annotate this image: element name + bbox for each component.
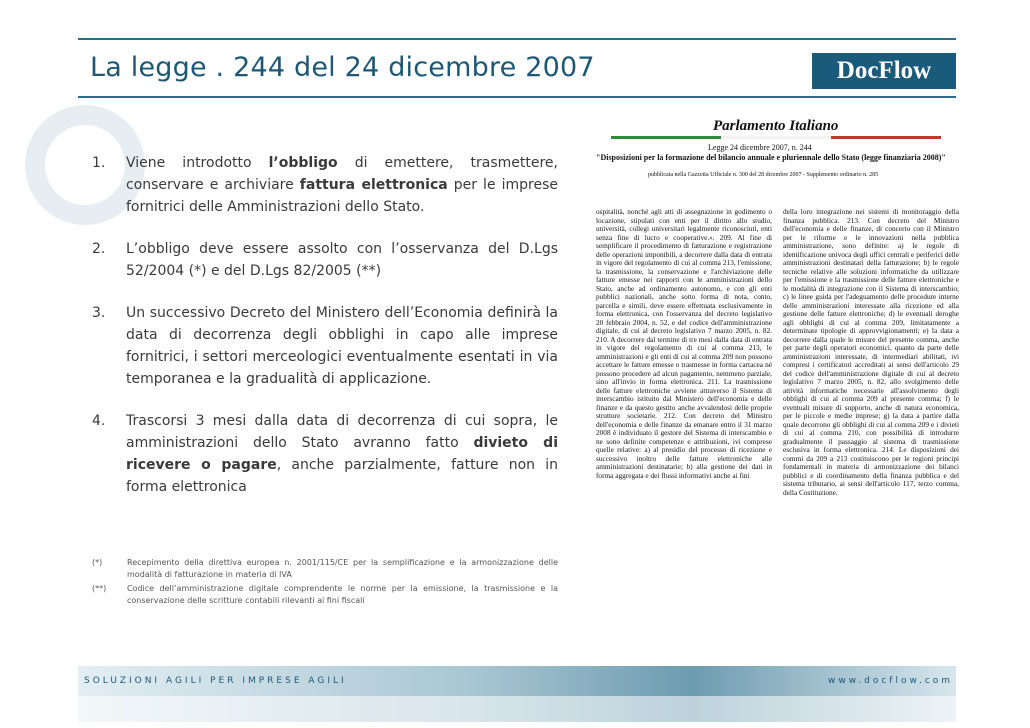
footnote-mark: (**)	[92, 584, 107, 593]
bullet-list	[92, 152, 558, 498]
item-text: Un successivo Decreto del Ministero dell’Economia definirà la data di decorrenza degli obblighi in capo alle imprese fornitrici, i settori merceologici eventualmente esentati in via temporanea e la gradualità di applicazione.	[126, 305, 558, 387]
document-column-left: ospitalità, nonché agli atti di assegnazione in godimento o locazione, stipulati con enti per il diritto allo studio, università, collegi universitari legalmente riconosciuti, enti senza fine di lucro e cooperative.». 209. Al fine di semplificare il procedimento di fatturazione e registrazione delle operazioni imponibili, a decorrere dalla data di entrata in vigore del regolamento di cui al comma 213, l'emissione, la trasmissione, la conservazione e l'archiviazione delle fatture emesse nei rapporti con le amministrazioni dello Stato, anche ad ordinamento autonomo, e con gli enti pubblici nazionali, anche sotto forma di nota, conto, parcella e simili, deve essere effettuata esclusivamente in forma elettronica, con l'osservanza del decreto legislativo 20 febbraio 2004, n. 52, e del codice dell'amministrazione digitale, di cui al decreto legislativo 7 marzo 2005, n. 82. 210. A decorrere dal termine di tre mesi dalla data di entrata in vigore del regolamento di cui al comma 213, le amministrazioni e gli enti di cui al comma 209 non possono accettare le fatture emesse o trasmesse in forma cartacea né possono procedere ad alcun pagamento, nemmeno parziale, sino all'invio in forma elettronica. 211. La trasmissione delle fatture elettroniche avviene attraverso il Sistema di interscambio istituito dal Ministero dell'economia e delle finanze e da questo gestito anche avvalendosi delle proprie strutture societarie. 212. Con decreto del Ministro dell'economia e delle finanze da emanare entro il 31 marzo 2008 è individuato il gestore del Sistema di interscambio e ne sono definite competenze e attribuzioni, ivi comprese quelle relative: a) al presidio del processo di ricezione e successivo inoltro delle fatture elettroniche alle amministrazioni destinatarie; b) alla gestione dei dati in forma aggregata e dei flussi informativi anche ai fini	[596, 208, 772, 480]
tricolor-bar	[611, 136, 941, 139]
list-item	[92, 238, 558, 282]
footnote-text: Recepimento della direttiva europea n. 2001/115/CE per la semplificazione e la armonizzazione delle modalità di fatturazione in materia di IVA	[127, 558, 558, 579]
footnote	[92, 557, 558, 581]
item-number: 1.	[92, 155, 106, 171]
footnote-mark: (*)	[92, 558, 103, 567]
item-text: Viene introdotto l’obbligo di emettere, trasmettere, conservare e archiviare fattura elettronica per le imprese fornitrici delle Amministrazioni dello Stato.	[126, 155, 558, 215]
footnote	[92, 583, 558, 607]
list-item	[92, 302, 558, 390]
slide-title: La legge . 244 del 24 dicembre 2007	[90, 52, 595, 83]
item-number: 4.	[92, 413, 106, 429]
publication-line: pubblicata nella Gazzetta Ufficiale n. 300 del 28 dicembre 2007 - Supplemento ordinario n. 285	[648, 172, 879, 178]
docflow-logo: DocFlow	[812, 53, 956, 89]
item-number: 2.	[92, 241, 106, 257]
title-rule	[78, 96, 956, 98]
law-line: Legge 24 dicembre 2007, n. 244	[708, 143, 812, 152]
document-column-right: della loro integrazione nei sistemi di monitoraggio della finanza pubblica. 213. Con decreto del Ministro dell'economia e delle finanze, di concerto con il Ministro per le riforme e le innovazioni nella pubblica amministrazione, sono definite: a) le regole di identificazione univoca degli uffici centrali e periferici delle amministrazioni destinatari della fatturazione; b) le regole tecniche relative alle soluzioni informatiche da utilizzare per l'emissione e la trasmissione delle fatture elettroniche e le modalità di integrazione con il Sistema di interscambio; c) le linee guida per l'adeguamento delle procedure interne delle amministrazioni interessate alla ricezione ed alla gestione delle fatture elettroniche; d) le eventuali deroghe agli obblighi di cui al comma 209, limitatamente a determinate tipologie di approvvigionamenti; e) la data a decorrere dalla quale le misure del presente comma, anche per parte degli operatori economici, quanto da parte delle amministrazioni interessate, di intermediari abilitati, ivi compresi i certificatori accreditati ai sensi dell'articolo 29 del codice dell'amministrazione digitale di cui al decreto legislativo 7 marzo 2005, n. 82, allo svolgimento delle attività informatiche necessarie all'assolvimento degli obblighi di cui al comma 209 al presente comma; f) le eventuali misure di supporto, anche di natura economica, per le piccole e medie imprese; g) la data a partire dalla quale decorrono gli obblighi di cui al comma 209 e i divieti di cui al comma 210, con possibilità di introdurre gradualmente il passaggio al sistema di trasmissione esclusiva in forma elettronica. 214. Le disposizioni dei commi da 209 a 213 costituiscono per le regioni principi fondamentali in materia di armonizzazione dei bilanci pubblici e di coordinamento della finanza pubblica e del sistema tributario, ai sensi dell'articolo 117, terzo comma, della Costituzione.	[783, 208, 959, 497]
footnote-text: Codice dell’amministrazione digitale comprendente le norme per la emissione, la trasmissione e la conservazione delle scritture contabili rilevanti ai fini fiscali	[127, 584, 558, 605]
item-number: 3.	[92, 305, 106, 321]
list-item	[92, 152, 558, 218]
footer-website: www.docflow.com	[828, 676, 954, 686]
law-title: "Disposizioni per la formazione del bilancio annuale e pluriennale dello Stato (legge finanziaria 2008)"	[596, 153, 946, 162]
law-document-scan	[593, 112, 958, 650]
footer-banner-image	[78, 666, 956, 722]
footnotes	[92, 557, 558, 609]
document-header: Parlamento Italiano	[713, 118, 839, 134]
list-item	[92, 410, 558, 498]
top-rule	[78, 38, 956, 40]
footer-slogan: SOLUZIONI AGILI PER IMPRESE AGILI	[84, 676, 347, 686]
item-text: Trascorsi 3 mesi dalla data di decorrenza di cui sopra, le amministrazioni dello Stato avranno fatto divieto di ricevere o pagare, anche parzialmente, fatture non in forma elettronica	[126, 413, 558, 495]
item-text: L’obbligo deve essere assolto con l’osservanza del D.Lgs 52/2004 (*) e del D.Lgs 82/2005 (**)	[126, 241, 558, 279]
